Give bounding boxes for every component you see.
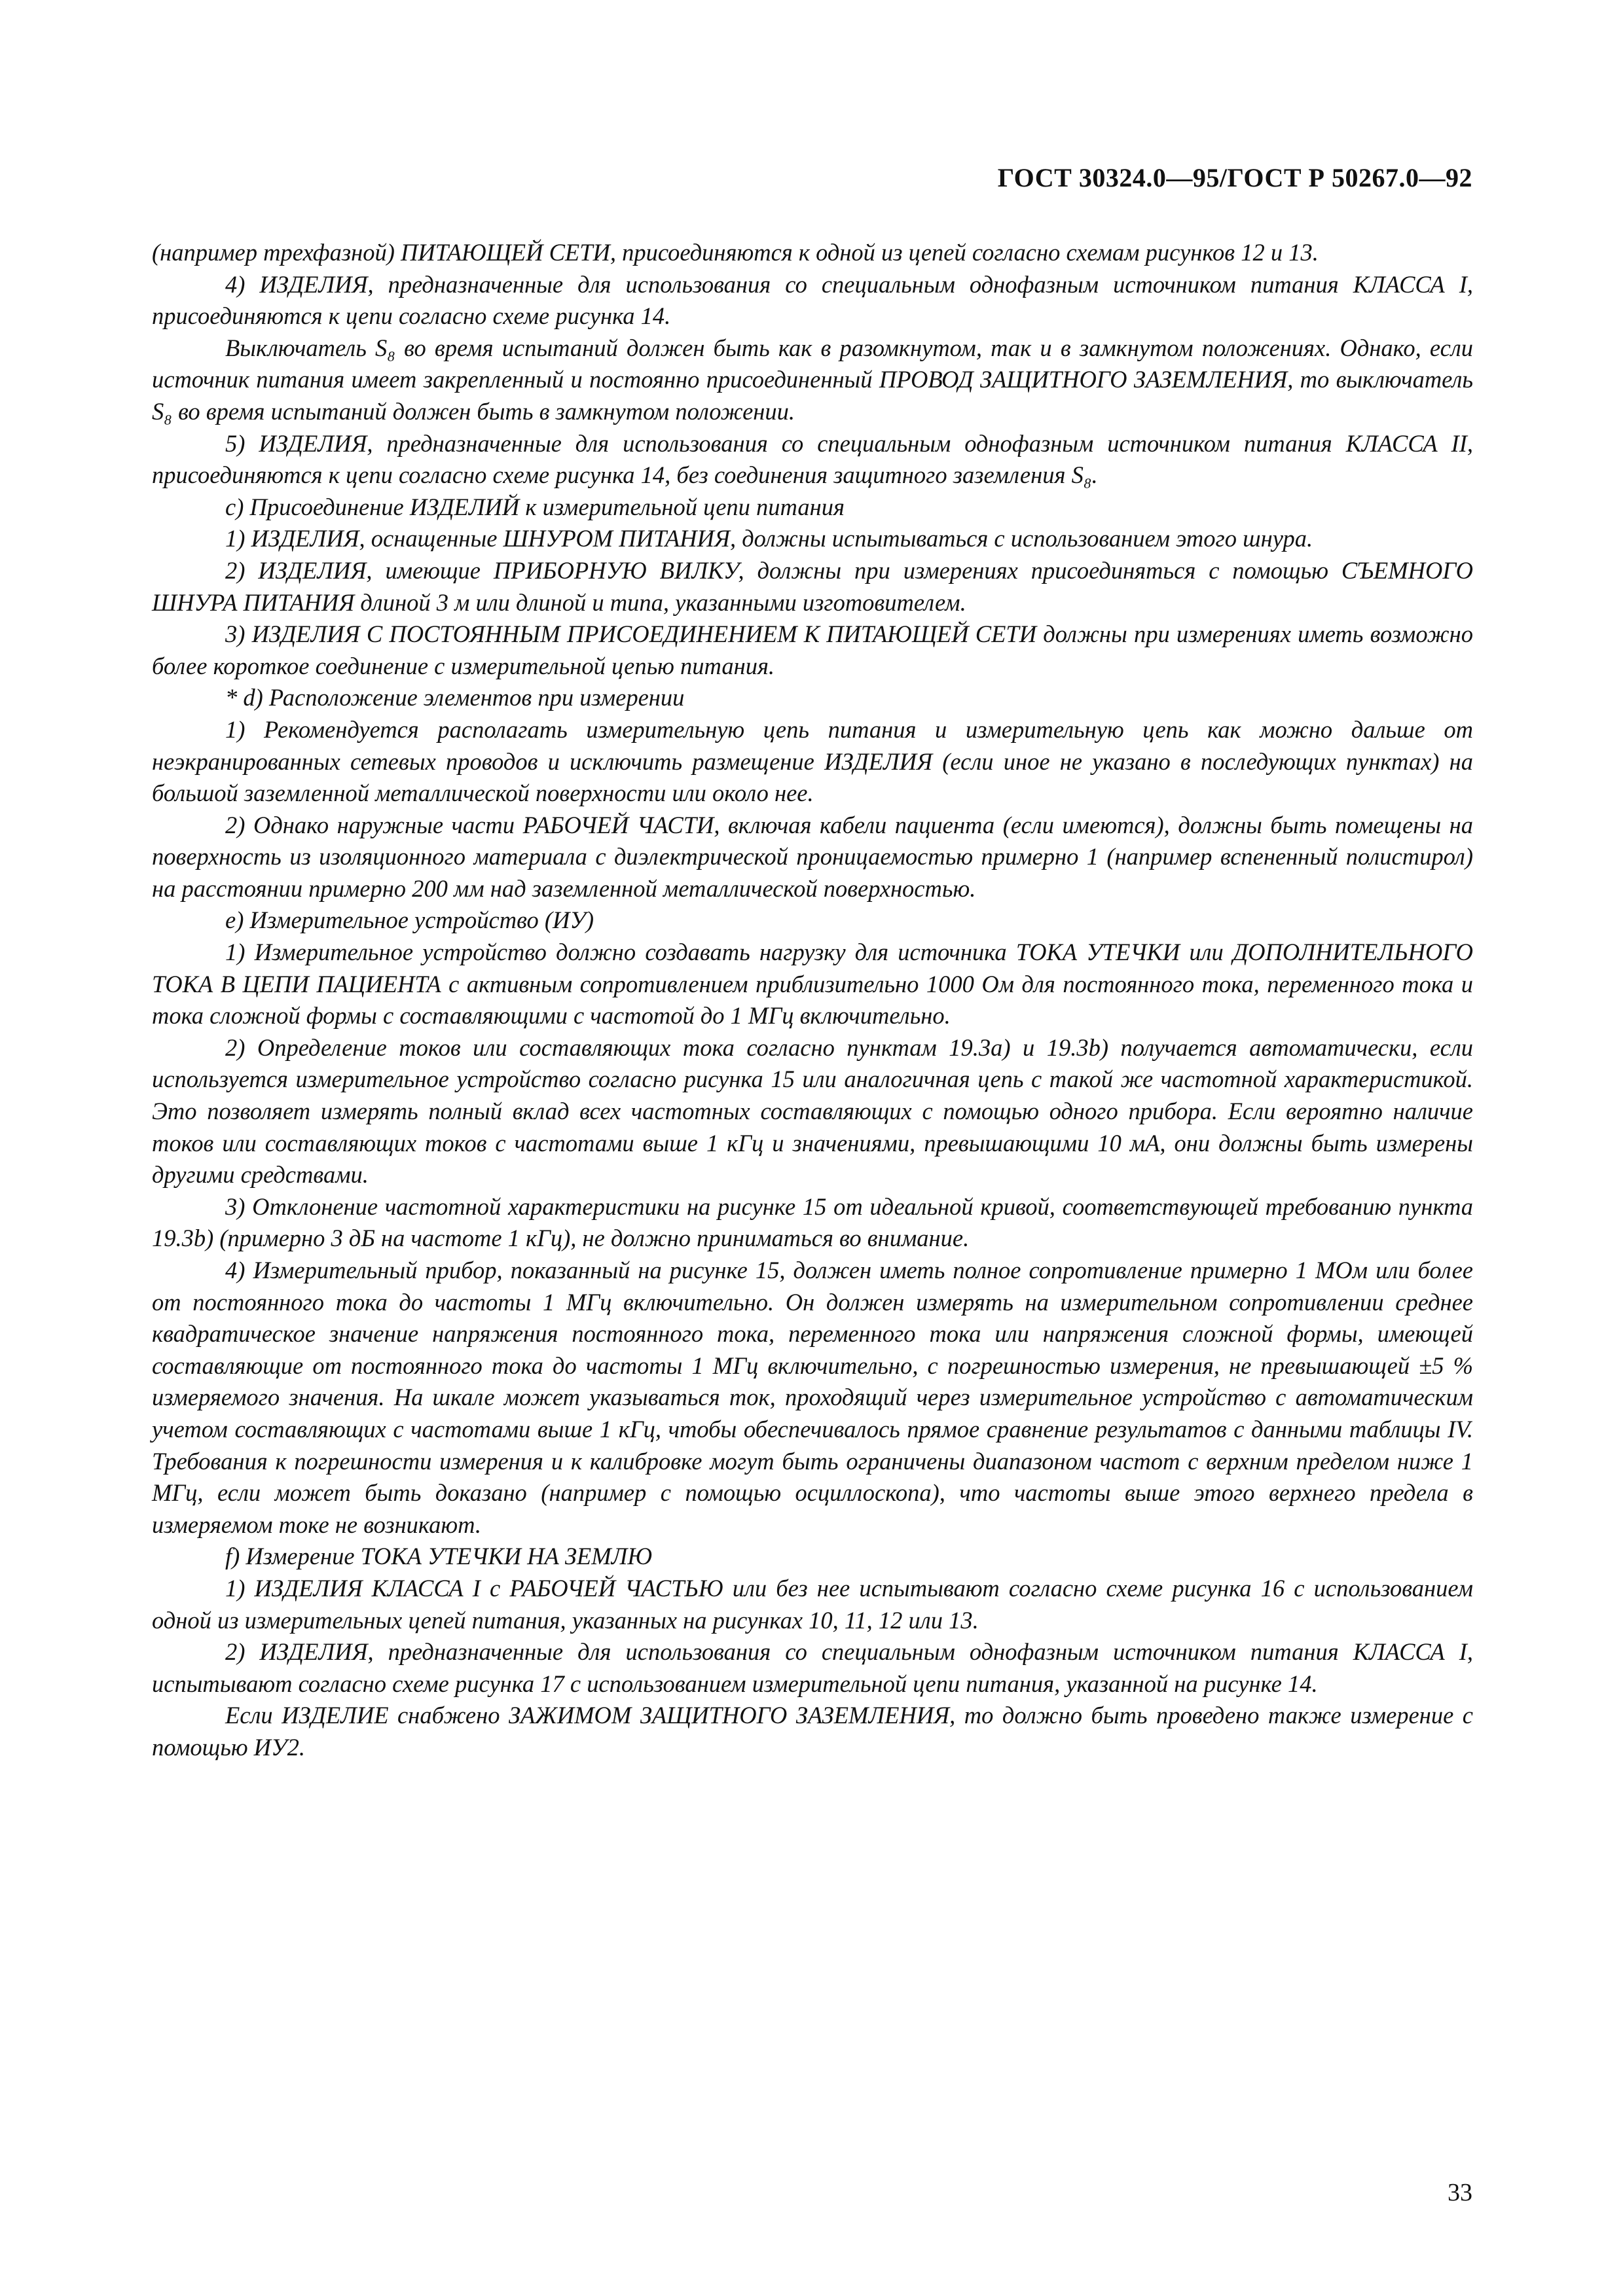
paragraph: 2) Однако наружные части РАБОЧЕЙ ЧАСТИ, включая кабели пациента (если имеются), должны быть помещены на поверхность из изоляционного материала с диэлектрической проницаемостью примерно 1 (например вспененный полистирол) на расстоянии примерно 200 мм над заземленной металлической поверхностью.: [152, 811, 1473, 902]
paragraph: 3) ИЗДЕЛИЯ С ПОСТОЯННЫМ ПРИСОЕДИНЕНИЕМ К ПИТАЮЩЕЙ СЕТИ должны при измерениях иметь возможно более короткое соединение с измерительной цепью питания.: [152, 620, 1473, 679]
paragraph: 4) Измерительный прибор, показанный на рисунке 15, должен иметь полное сопротивление примерно 1 МОм или более от постоянного тока до частоты 1 МГц включительно. Он должен измерять на измерительном сопротивлении среднее квадратическое значение напряжения постоянного тока, переменного тока или напряжения сложной формы, имеющей составляющие от постоянного тока до частоты 1 МГц включительно, с погрешностью измерения, не превышающей ±5 % измеряемого значения. На шкале может указываться ток, проходящий через измерительное устройство с автоматическим учетом составляющих с частотами выше 1 кГц, чтобы обеспечивалось прямое сравнение результатов с данными таблицы IV. Требования к погрешности измерения и к калибровке могут быть ограничены диапазоном частот с верхним пределом ниже 1 МГц, если может быть доказано (например с помощью осциллоскопа), что частоты выше этого верхнего предела в измеряемом токе не возникают.: [152, 1257, 1473, 1538]
paragraph: 2) ИЗДЕЛИЯ, предназначенные для использования со специальным однофазным источником питания КЛАССА I, испытывают согласно схеме рисунка 17 с использованием измерительной цепи питания, указанной на рисунке 14.: [152, 1638, 1473, 1697]
paragraph: (например трехфазной) ПИТАЮЩЕЙ СЕТИ, присоединяются к одной из цепей согласно схемам рисунков 12 и 13.: [152, 239, 1319, 266]
paragraph: 4) ИЗДЕЛИЯ, предназначенные для использования со специальным однофазным источником питания КЛАССА I, присоединяются к цепи согласно схеме рисунка 14.: [152, 270, 1473, 330]
paragraph: 1) ИЗДЕЛИЯ, оснащенные ШНУРОМ ПИТАНИЯ, должны испытываться с использованием этого шнура.: [225, 525, 1313, 552]
paragraph: 2) ИЗДЕЛИЯ, имеющие ПРИБОРНУЮ ВИЛКУ, должны при измерениях присоединяться с помощью СЪЕМНОГО ШНУРА ПИТАНИЯ длиной 3 м или длиной и типа, указанными изготовителем.: [152, 556, 1473, 616]
paragraph: с) Присоединение ИЗДЕЛИЙ к измерительной цепи питания: [225, 493, 845, 520]
paragraph: f) Измерение ТОКА УТЕЧКИ НА ЗЕМЛЮ: [225, 1543, 653, 1570]
paragraph: Если ИЗДЕЛИЕ снабжено ЗАЖИМОМ ЗАЩИТНОГО ЗАЗЕМЛЕНИЯ, то должно быть проведено также измерение с помощью ИУ2.: [152, 1702, 1473, 1761]
paragraph: 5) ИЗДЕЛИЯ, предназначенные для использования со специальным однофазным источником питания КЛАССА II, присоединяются к цепи согласно схеме рисунка 14, без соединения защитного заземления S₈.: [152, 429, 1473, 489]
paragraph: 1) Измерительное устройство должно создавать нагрузку для источника ТОКА УТЕЧКИ или ДОПОЛНИТЕЛЬНОГО ТОКА В ЦЕПИ ПАЦИЕНТА с активным сопротивлением приблизительно 1000 Ом для постоянного тока, переменного тока и тока сложной формы с составляющими с частотой до 1 МГц включительно.: [152, 939, 1473, 1030]
paragraph: 1) Рекомендуется располагать измерительную цепь питания и измерительную цепь как можно дальше от неэкранированных сетевых проводов и исключить размещение ИЗДЕЛИЯ (если иное не указано в последующих пунктах) на большой заземленной металлической поверхности или около нее.: [152, 715, 1473, 807]
paragraph: 1) ИЗДЕЛИЯ КЛАССА I с РАБОЧЕЙ ЧАСТЬЮ или без нее испытывают согласно схеме рисунка 16 с использованием одной из измерительных цепей питания, указанных на рисунках 10, 11, 12 или 13.: [152, 1574, 1473, 1634]
document-body: [152, 237, 1473, 1764]
paragraph: 2) Определение токов или составляющих тока согласно пунктам 19.3а) и 19.3b) получается автоматически, если используется измерительное устройство согласно рисунка 15 или аналогичная цепь с такой же частотной характеристикой. Это позволяет измерять полный вклад всех частотных составляющих с помощью одного прибора. Если вероятно наличие токов или составляющих токов с частотами выше 1 кГц и значениями, превышающими 10 мА, они должны быть измерены другими средствами.: [152, 1033, 1473, 1189]
paragraph: 3) Отклонение частотной характеристики на рисунке 15 от идеальной кривой, соответствующей требованию пункта 19.3b) (примерно 3 дБ на частоте 1 кГц), не должно приниматься во внимание.: [152, 1193, 1473, 1252]
paragraph: е) Измерительное устройство (ИУ): [225, 906, 594, 934]
paragraph: * d) Расположение элементов при измерении: [225, 684, 685, 711]
paragraph: Выключатель S₈ во время испытаний должен быть как в разомкнутом, так и в замкнутом положениях. Однако, если источник питания имеет закрепленный и постоянно присоединенный ПРОВОД ЗАЩИТНОГО ЗАЗЕМЛЕНИЯ, то выключатель S₈ во время испытаний должен быть в замкнутом положении.: [152, 334, 1473, 425]
document-standard-header: ГОСТ 30324.0—95/ГОСТ Р 50267.0—92: [997, 163, 1472, 192]
page-number: 33: [1448, 2179, 1472, 2206]
